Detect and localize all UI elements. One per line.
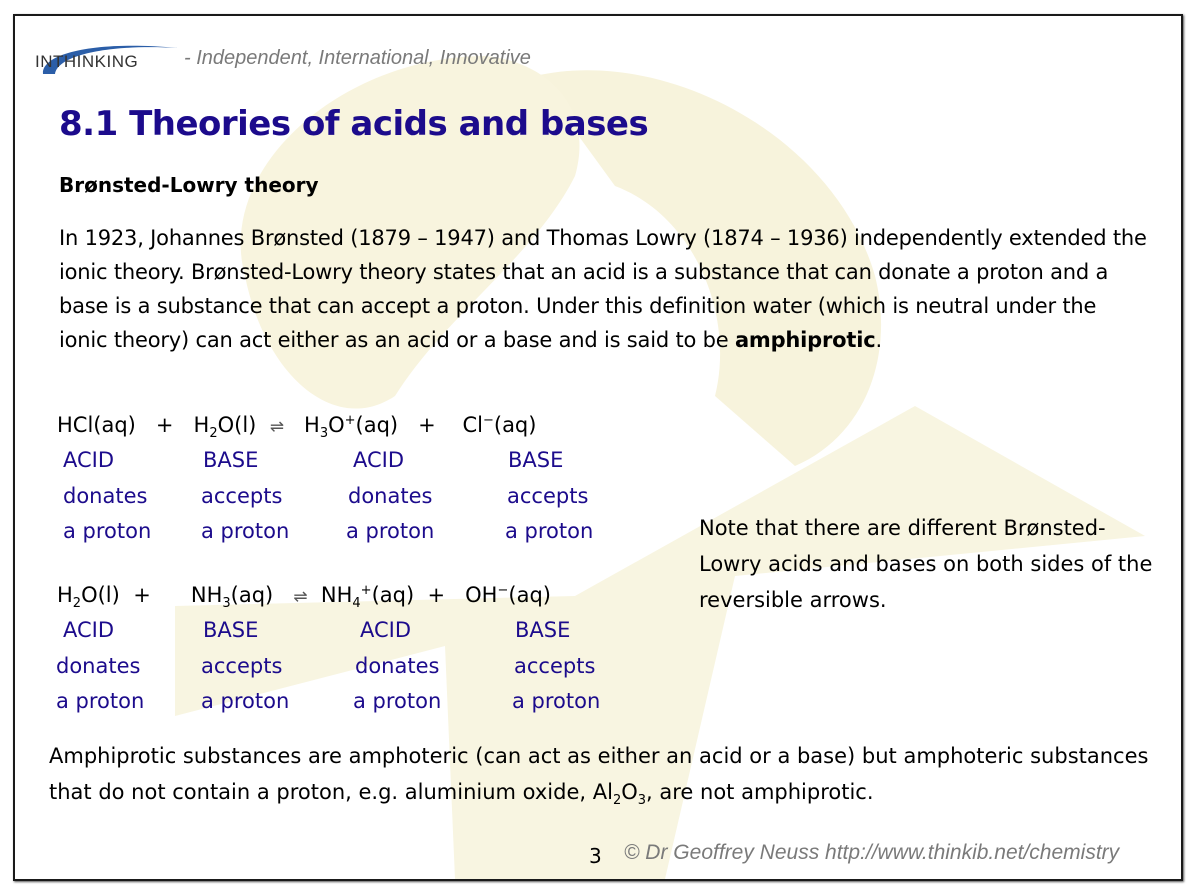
plus-sign: + (427, 583, 446, 607)
copyright-text: © Dr Geoffrey Neuss http://www.thinkib.net/chemistry (624, 841, 1120, 864)
object-label: a proton (201, 689, 290, 713)
action-label: accepts (201, 654, 283, 678)
role-label: BASE (508, 448, 564, 472)
object-label: a proton (512, 689, 601, 713)
role-label: ACID (360, 618, 412, 642)
object-label: a proton (346, 519, 435, 543)
species-nh4: $NH_4^+(aq)$ (320, 583, 415, 612)
tagline: - Independent, International, Innovative (184, 47, 531, 69)
intro-paragraph (59, 221, 1149, 357)
action-label: accepts (514, 654, 596, 678)
species-nh3: $NH_3(aq)$ (190, 583, 274, 612)
species-cl: Cl−(aq) (462, 413, 537, 437)
species-oh: OH−(aq) (465, 583, 551, 607)
equilibrium-arrow-icon: ⇌ (269, 417, 284, 437)
intro-end: . (875, 328, 882, 352)
plus-sign: + (155, 413, 174, 437)
equation-2 (57, 583, 551, 611)
object-label: a proton (201, 519, 290, 543)
action-label: donates (63, 484, 148, 508)
oxygen-symbol: O (621, 780, 638, 804)
plus-sign: + (418, 413, 436, 437)
object-label: a proton (56, 689, 145, 713)
amphiprotic-term: amphiprotic (734, 328, 876, 352)
role-label: ACID (353, 448, 405, 472)
role-label: BASE (203, 618, 259, 642)
equilibrium-arrow-icon: ⇌ (293, 587, 308, 607)
subscript: 3 (637, 793, 647, 809)
object-label: a proton (505, 519, 594, 543)
role-label: ACID (63, 618, 115, 642)
object-label: a proton (353, 689, 442, 713)
role-label: BASE (515, 618, 571, 642)
equation-1 (57, 413, 536, 441)
action-label: accepts (201, 484, 283, 508)
section-subtitle: Brønsted-Lowry theory (59, 173, 319, 197)
amphoteric-text-end: , are not amphiprotic. (646, 780, 874, 804)
amphoteric-paragraph (49, 738, 1149, 819)
role-label: ACID (63, 448, 115, 472)
action-label: donates (355, 654, 440, 678)
subscript: 2 (612, 793, 622, 809)
species-h3o: $H_3O^+(aq)$ (304, 413, 399, 442)
role-label: BASE (203, 448, 259, 472)
action-label: donates (56, 654, 141, 678)
species-h2o: $H_2O(l)$ (193, 413, 257, 442)
amphoteric-text: Amphiprotic substances are amphoteric (can act as either an acid or a base) but amphoteric substances that do not contain a proton, e.g. aluminium oxide, Al (49, 744, 1149, 804)
action-label: donates (348, 484, 433, 508)
plus-sign: + (133, 583, 151, 607)
species-h2o: $H_2O(l)$ (57, 583, 120, 612)
slide (13, 14, 1183, 881)
object-label: a proton (63, 519, 152, 543)
species-hcl: HCl(aq) (57, 413, 136, 437)
logo-text: INTHINKING (35, 52, 139, 71)
page-title: 8.1 Theories of acids and bases (59, 104, 649, 144)
note-text: Note that there are different Brønsted-Lowry acids and bases on both sides of the reversible arrows. (699, 516, 1153, 612)
intro-text: In 1923, Johannes Brønsted (1879 – 1947) and Thomas Lowry (1874 – 1936) independently extended the ionic theory. Brønsted-Lowry theory states that an acid is a substance that can donate a proton and a base is a substance that can accept a proton. Under this definition water (which is neutral under the ionic theory) can act either as an acid or a base and is said to be (59, 226, 1147, 352)
action-label: accepts (507, 484, 589, 508)
page-number: 3 (589, 844, 602, 868)
